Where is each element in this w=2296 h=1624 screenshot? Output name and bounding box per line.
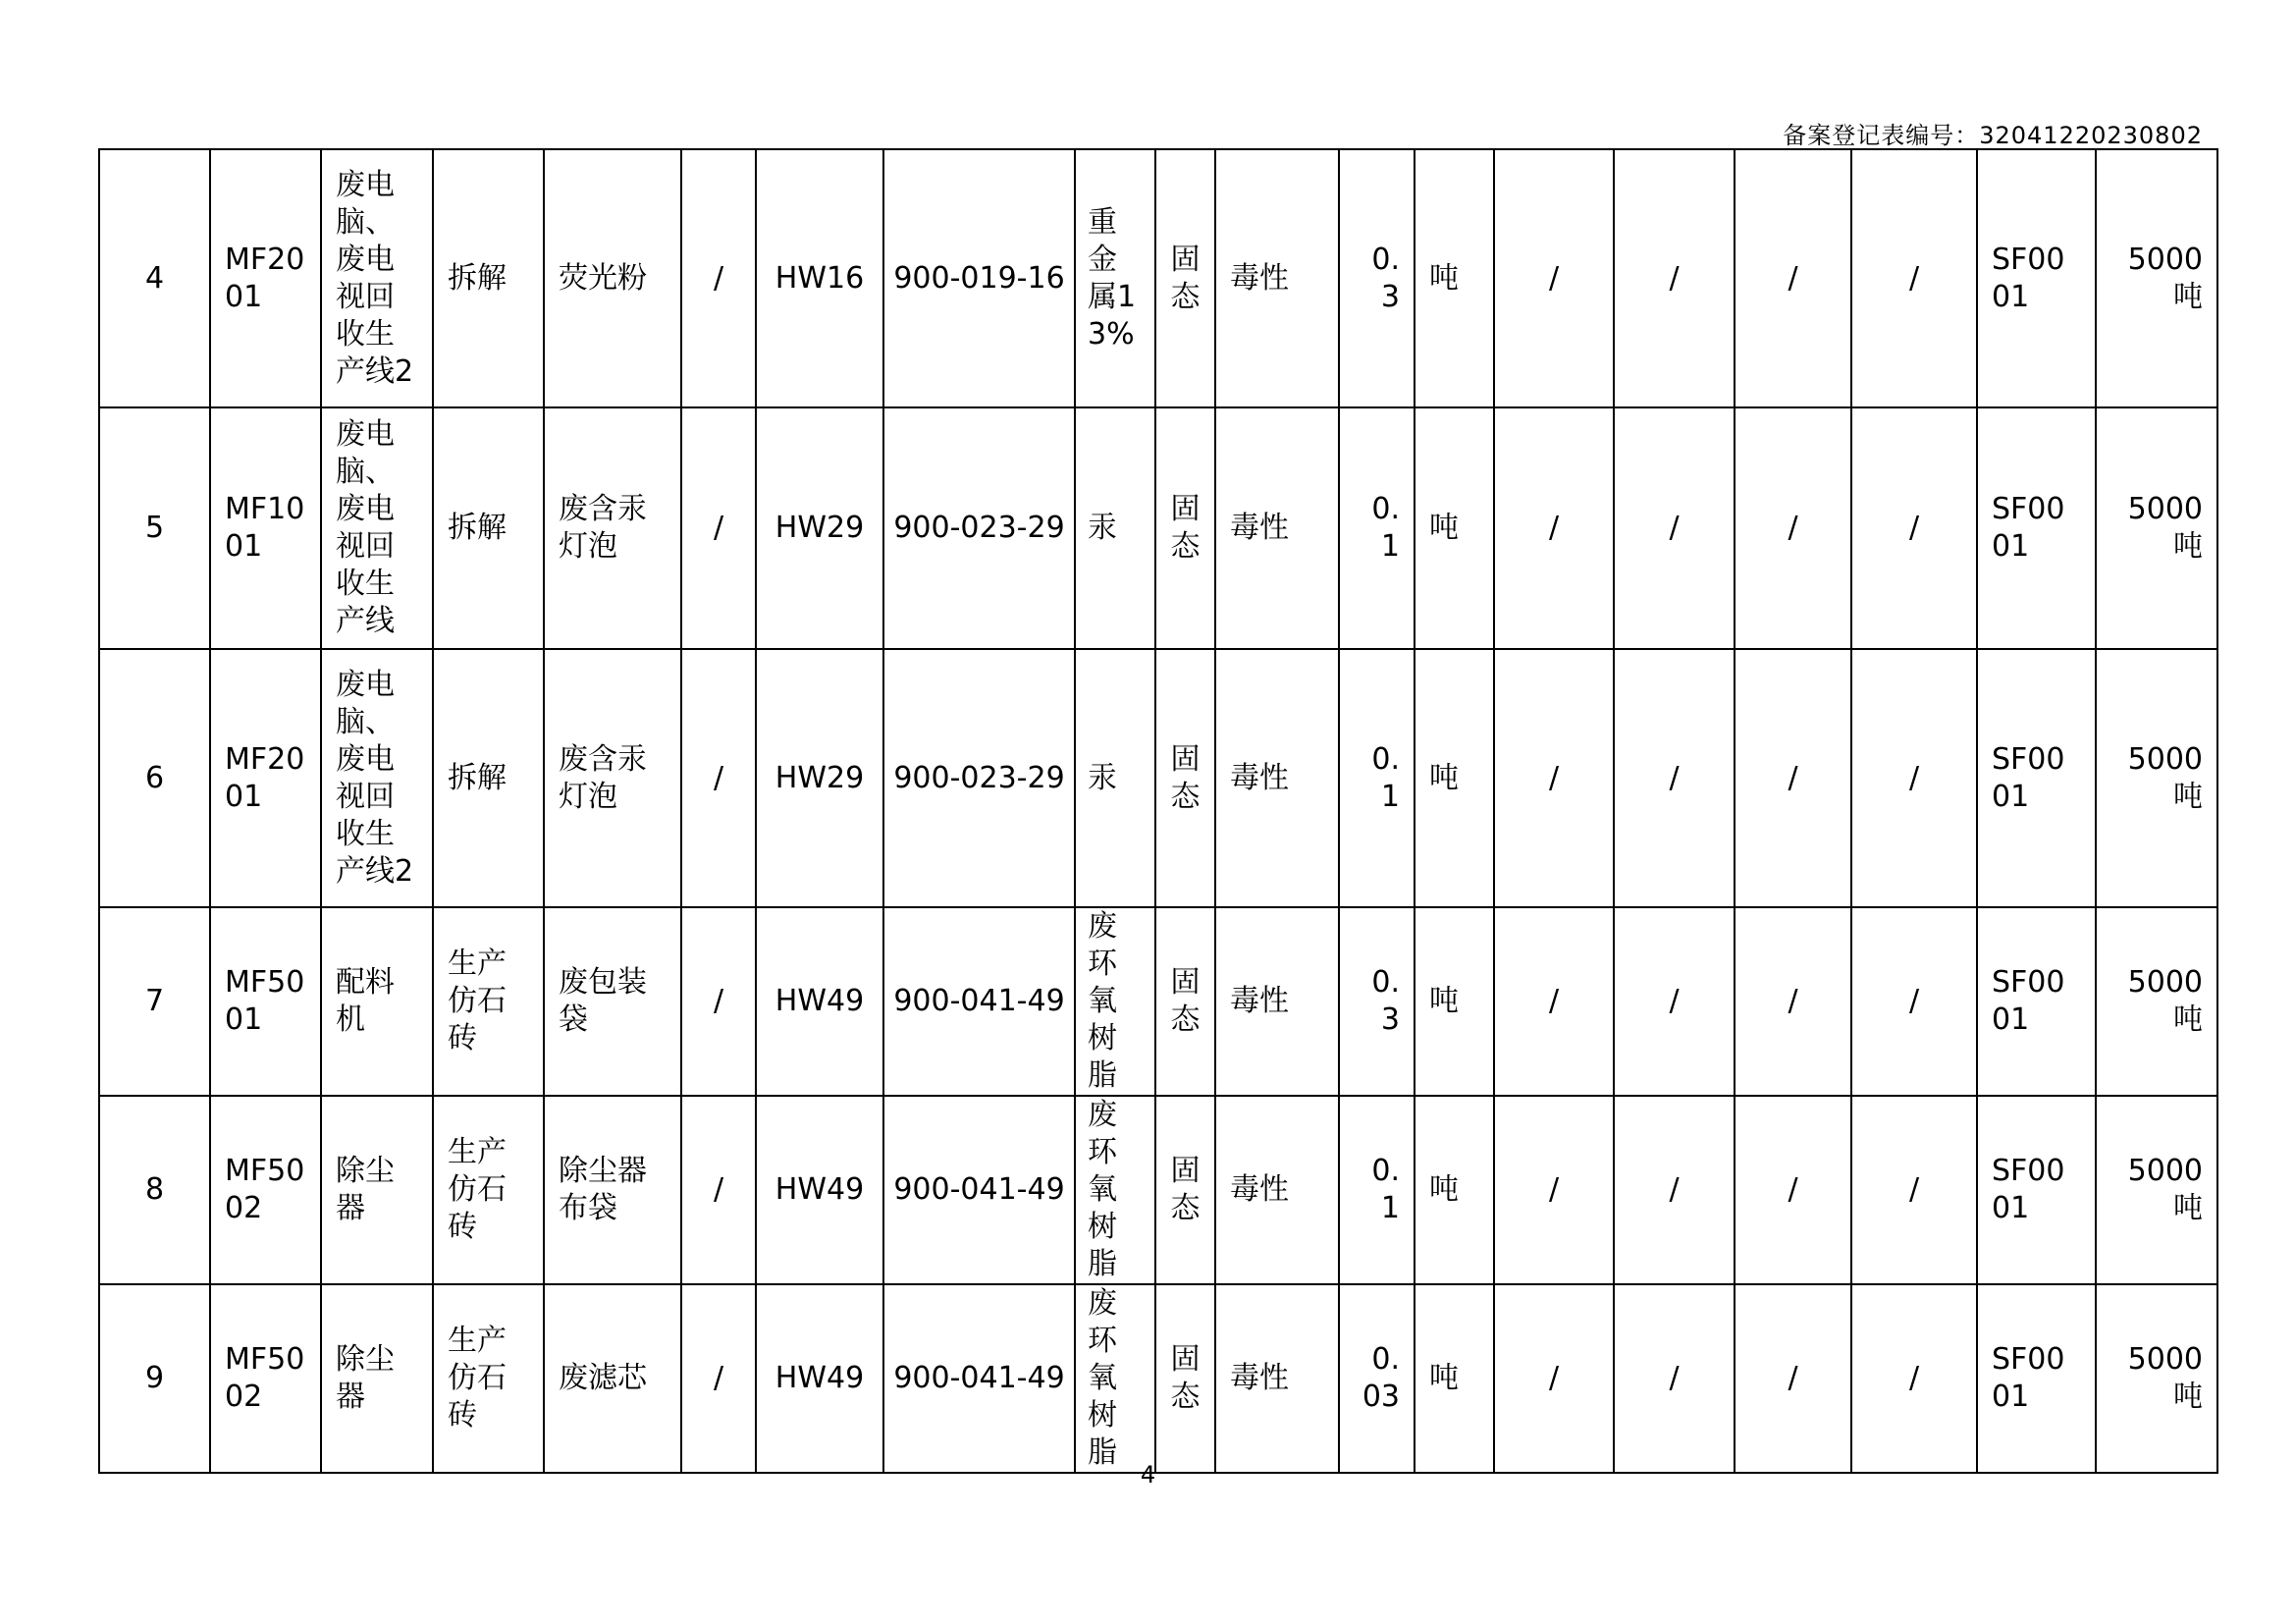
amount-unit: 吨 (1415, 149, 1494, 407)
empty-cell: / (1494, 1096, 1614, 1284)
process-name: 拆解 (433, 649, 544, 907)
capacity-value: 5000吨 (2096, 1284, 2217, 1473)
waste-name: 荧光粉 (544, 149, 681, 407)
waste-category: HW16 (756, 149, 883, 407)
empty-cell: / (681, 407, 756, 649)
physical-form: 固态 (1155, 907, 1215, 1096)
facility-code: SF0001 (1977, 1096, 2096, 1284)
empty-cell: / (681, 1096, 756, 1284)
amount-value: 0.1 (1339, 649, 1415, 907)
waste-code: 900-041-49 (883, 907, 1075, 1096)
amount-value: 0.3 (1339, 149, 1415, 407)
empty-cell: / (1735, 649, 1851, 907)
empty-cell: / (1735, 907, 1851, 1096)
waste-name: 废含汞灯泡 (544, 649, 681, 907)
process-name: 拆解 (433, 407, 544, 649)
waste-code: 900-041-49 (883, 1284, 1075, 1473)
row-number: 7 (99, 907, 210, 1096)
empty-cell: / (1735, 149, 1851, 407)
hazardous-component: 废环氧树脂 (1075, 1096, 1155, 1284)
empty-cell: / (1851, 649, 1977, 907)
hazard-property: 毒性 (1215, 407, 1339, 649)
waste-name: 除尘器布袋 (544, 1096, 681, 1284)
hazardous-waste-table (98, 148, 2218, 1474)
table-row (99, 649, 2217, 907)
waste-name: 废滤芯 (544, 1284, 681, 1473)
empty-cell: / (681, 649, 756, 907)
waste-name: 废包装袋 (544, 907, 681, 1096)
table-body (99, 149, 2217, 1473)
equipment-code: MF5002 (210, 1284, 321, 1473)
empty-cell: / (1851, 407, 1977, 649)
waste-category: HW29 (756, 407, 883, 649)
empty-cell: / (1851, 907, 1977, 1096)
capacity-value: 5000吨 (2096, 1096, 2217, 1284)
equipment-code: MF5001 (210, 907, 321, 1096)
waste-category: HW29 (756, 649, 883, 907)
empty-cell: / (681, 1284, 756, 1473)
facility-code: SF0001 (1977, 1284, 2096, 1473)
physical-form: 固态 (1155, 149, 1215, 407)
waste-category: HW49 (756, 1284, 883, 1473)
hazard-property: 毒性 (1215, 649, 1339, 907)
facility-code: SF0001 (1977, 149, 2096, 407)
physical-form: 固态 (1155, 649, 1215, 907)
equipment-name: 除尘器 (321, 1096, 433, 1284)
process-name: 生产仿石砖 (433, 1096, 544, 1284)
hazardous-component: 废环氧树脂 (1075, 1284, 1155, 1473)
facility-code: SF0001 (1977, 907, 2096, 1096)
equipment-name: 废电脑、废电视回收生产线 (321, 407, 433, 649)
hazard-property: 毒性 (1215, 1096, 1339, 1284)
process-name: 生产仿石砖 (433, 1284, 544, 1473)
equipment-code: MF5002 (210, 1096, 321, 1284)
hazardous-component: 重金属13% (1075, 149, 1155, 407)
hazardous-component: 废环氧树脂 (1075, 907, 1155, 1096)
amount-value: 0.3 (1339, 907, 1415, 1096)
empty-cell: / (1735, 1096, 1851, 1284)
empty-cell: / (1614, 907, 1735, 1096)
row-number: 9 (99, 1284, 210, 1473)
empty-cell: / (1735, 407, 1851, 649)
waste-category: HW49 (756, 907, 883, 1096)
waste-code: 900-041-49 (883, 1096, 1075, 1284)
empty-cell: / (1851, 149, 1977, 407)
equipment-name: 除尘器 (321, 1284, 433, 1473)
amount-unit: 吨 (1415, 907, 1494, 1096)
amount-unit: 吨 (1415, 407, 1494, 649)
table-row (99, 149, 2217, 407)
equipment-code: MF2001 (210, 649, 321, 907)
table-row (99, 907, 2217, 1096)
empty-cell: / (1851, 1284, 1977, 1473)
waste-code: 900-023-29 (883, 649, 1075, 907)
empty-cell: / (1494, 1284, 1614, 1473)
page-number: 4 (1140, 1461, 1156, 1489)
amount-unit: 吨 (1415, 1284, 1494, 1473)
empty-cell: / (1614, 1096, 1735, 1284)
row-number: 5 (99, 407, 210, 649)
amount-value: 0.1 (1339, 1096, 1415, 1284)
waste-code: 900-019-16 (883, 149, 1075, 407)
equipment-name: 废电脑、废电视回收生产线2 (321, 149, 433, 407)
amount-unit: 吨 (1415, 1096, 1494, 1284)
hazardous-component: 汞 (1075, 407, 1155, 649)
table-row (99, 1096, 2217, 1284)
empty-cell: / (1494, 907, 1614, 1096)
amount-value: 0.03 (1339, 1284, 1415, 1473)
waste-category: HW49 (756, 1096, 883, 1284)
process-name: 拆解 (433, 149, 544, 407)
capacity-value: 5000吨 (2096, 149, 2217, 407)
amount-unit: 吨 (1415, 649, 1494, 907)
physical-form: 固态 (1155, 1284, 1215, 1473)
amount-value: 0.1 (1339, 407, 1415, 649)
capacity-value: 5000吨 (2096, 407, 2217, 649)
row-number: 8 (99, 1096, 210, 1284)
facility-code: SF0001 (1977, 407, 2096, 649)
process-name: 生产仿石砖 (433, 907, 544, 1096)
row-number: 6 (99, 649, 210, 907)
row-number: 4 (99, 149, 210, 407)
empty-cell: / (1614, 1284, 1735, 1473)
empty-cell: / (1735, 1284, 1851, 1473)
physical-form: 固态 (1155, 407, 1215, 649)
facility-code: SF0001 (1977, 649, 2096, 907)
capacity-value: 5000吨 (2096, 649, 2217, 907)
empty-cell: / (1614, 149, 1735, 407)
hazard-property: 毒性 (1215, 149, 1339, 407)
physical-form: 固态 (1155, 1096, 1215, 1284)
equipment-code: MF2001 (210, 149, 321, 407)
empty-cell: / (681, 149, 756, 407)
empty-cell: / (1494, 649, 1614, 907)
hazardous-component: 汞 (1075, 649, 1155, 907)
hazard-property: 毒性 (1215, 1284, 1339, 1473)
waste-name: 废含汞灯泡 (544, 407, 681, 649)
equipment-name: 配料机 (321, 907, 433, 1096)
capacity-value: 5000吨 (2096, 907, 2217, 1096)
empty-cell: / (1614, 407, 1735, 649)
waste-code: 900-023-29 (883, 407, 1075, 649)
empty-cell: / (1851, 1096, 1977, 1284)
empty-cell: / (1494, 407, 1614, 649)
record-number: 备案登记表编号：32041220230802 (1783, 122, 2203, 149)
table-row (99, 1284, 2217, 1473)
equipment-code: MF1001 (210, 407, 321, 649)
hazard-property: 毒性 (1215, 907, 1339, 1096)
empty-cell: / (1614, 649, 1735, 907)
empty-cell: / (681, 907, 756, 1096)
table-row (99, 407, 2217, 649)
equipment-name: 废电脑、废电视回收生产线2 (321, 649, 433, 907)
empty-cell: / (1494, 149, 1614, 407)
